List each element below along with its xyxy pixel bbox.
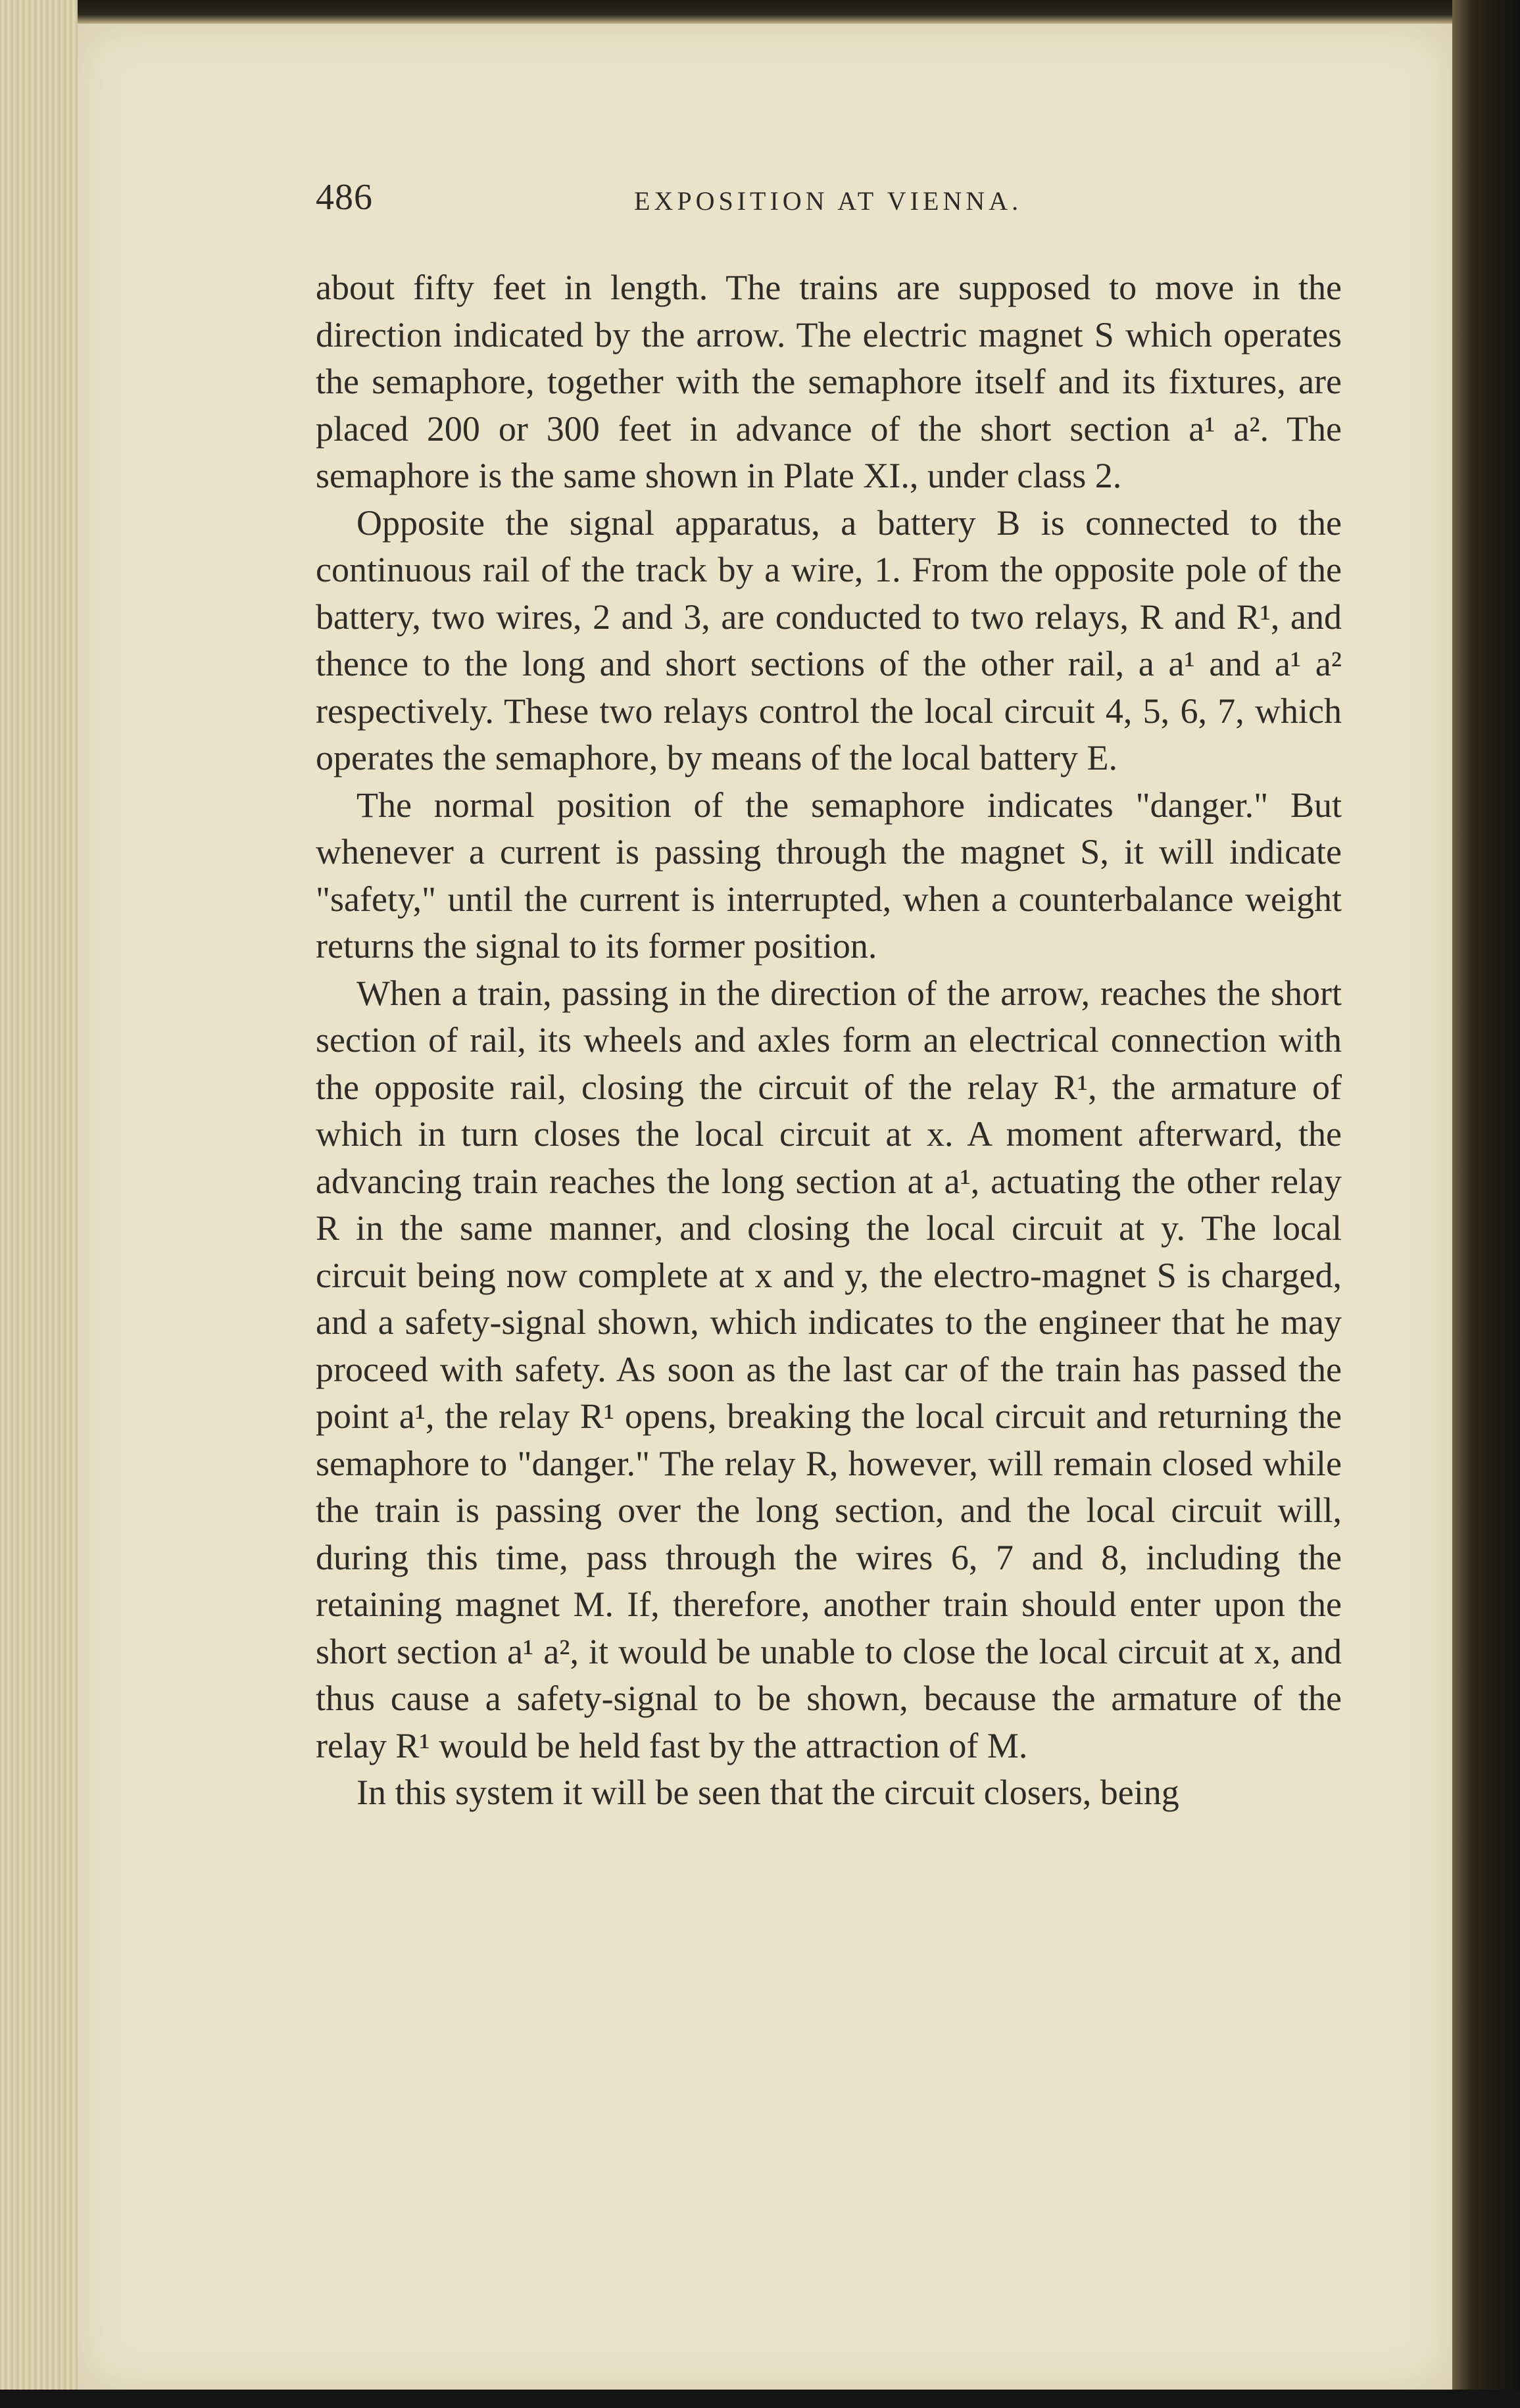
- paragraph: Opposite the signal apparatus, a battery B is connected to the continuous rail of the track by a wire, 1. From the opposite pole of the battery, two wires, 2 and 3, are conducted to two relays, R and R¹, and thence to the long and short sections of the other rail, a a¹ and a¹ a² respectively. These two relays control the local circuit 4, 5, 6, 7, which operates the semaphore, by means of the local battery E.: [316, 503, 1342, 777]
- paragraph: The normal position of the semaphore indicates "danger." But whenever a current is passing through the magnet S, it will indicate "safety," until the current is interrupted, when a counterbalance weight returns the signal to its former position.: [316, 785, 1342, 966]
- page-header: [316, 176, 1342, 229]
- book-gutter-right: [1452, 0, 1520, 2408]
- body-text: [316, 264, 1342, 1817]
- book-page-edges-left: [0, 0, 78, 2408]
- page-top-edge: [0, 0, 1520, 24]
- page-number: 486: [316, 177, 373, 218]
- paragraph: When a train, passing in the direction of the arrow, reaches the short section of rail, its wheels and axles form an electrical connection with the opposite rail, closing the circuit of the relay R¹, the armature of which in turn closes the local circuit at x. A moment afterward, the advancing train reaches the long section at a¹, actuating the other relay R in the same manner, and closing the local circuit at y. The local circuit being now complete at x and y, the electro-magnet S is charged, and a safety-signal shown, which indicates to the engineer that he may proceed with safety. As soon as the last car of the train has passed the point a¹, the relay R¹ opens, breaking the local circuit and returning the semaphore to "danger." The relay R, however, will remain closed while the train is passing over the long section, and the local circuit will, during this time, pass through the wires 6, 7 and 8, including the retaining magnet M. If, therefore, another train should enter upon the short section a¹ a², it would be unable to close the local circuit at x, and thus cause a safety-signal to be shown, because the armature of the relay R¹ would be held fast by the attraction of M.: [316, 973, 1342, 1765]
- running-head: EXPOSITION AT VIENNA.: [634, 186, 1023, 216]
- paragraph: In this system it will be seen that the circuit closers, being: [356, 1773, 1179, 1812]
- page-bottom-edge: [0, 2390, 1520, 2408]
- paragraph: about fifty feet in length. The trains are supposed to move in the direction indicated by the arrow. The electric magnet S which operates the semaphore, together with the semaphore itself and its fixtures, are placed 200 or 300 feet in advance of the short section a¹ a². The semaphore is the same shown in Plate XI., under class 2.: [316, 268, 1342, 495]
